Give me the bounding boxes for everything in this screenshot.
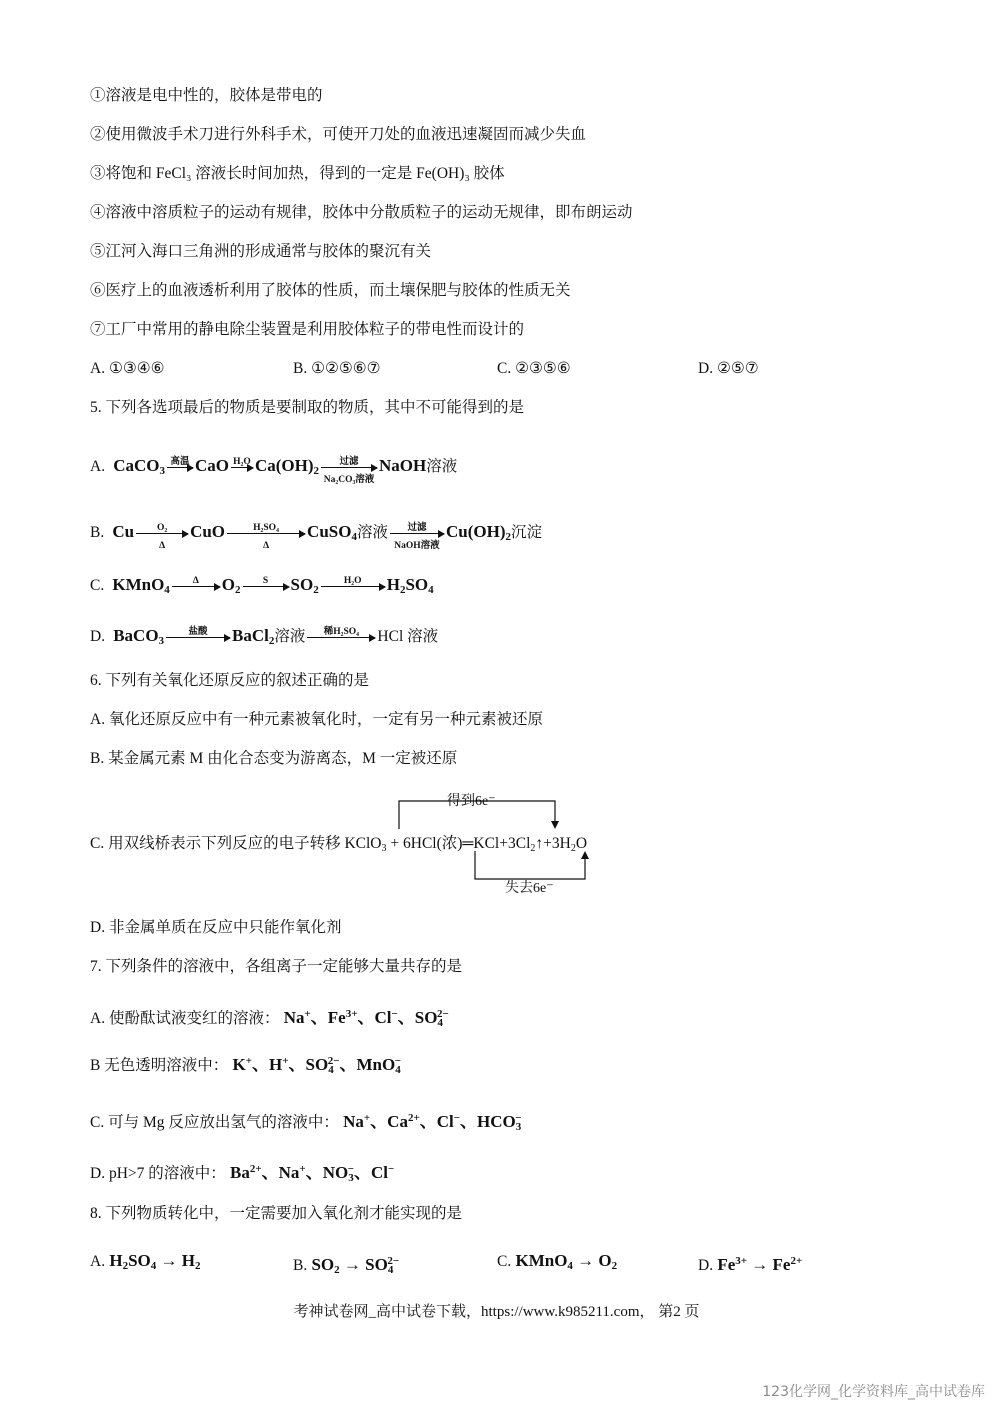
- q4-option-b: B. ①②⑤⑥⑦: [293, 360, 381, 377]
- statement-3: ③将饱和 FeCl₃ 溶液长时间加热，得到的一定是 Fe(OH)₃ 胶体: [90, 165, 505, 182]
- option-text: A. 使酚酞试液变红的溶液：: [90, 1010, 280, 1027]
- statement-5: ⑤江河入海口三角洲的形成通常与胶体的聚沉有关: [90, 243, 432, 260]
- arrow-label: S: [262, 575, 269, 586]
- option-text: C. 可与 Mg 反应放出氢气的溶液中：: [90, 1114, 339, 1131]
- arrow-label: 过滤: [339, 456, 359, 467]
- q6-option-a: A. 氧化还原反应中有一种元素被氧化时，一定有另一种元素被还原: [90, 711, 543, 728]
- q8-option-b: B. $SO_2 \to SO_4^{2-}$: [293, 1255, 400, 1276]
- q7-option-c: C. 可与 Mg 反应放出氢气的溶液中： Na+、$Ca^{2+}$、Cl−、$HCO_3^-$: [90, 1112, 522, 1133]
- arrow-label: H₂SO₄: [253, 522, 279, 533]
- q8-stem: 8. 下列物质转化中，一定需要加入氧化剂才能实现的是: [90, 1205, 463, 1222]
- q4-option-c: C. ②③⑤⑥: [497, 360, 571, 377]
- option-text: D. pH>7 的溶液中：: [90, 1165, 226, 1182]
- arrow-label: 盐酸: [188, 626, 208, 637]
- option-letter: A.: [90, 458, 106, 475]
- q8-option-d: D. $Fe^{3+} \to Fe^{2+}$: [698, 1255, 803, 1274]
- arrow-label: O₂: [156, 522, 168, 533]
- page-footer: 考神试卷网_高中试卷下载，https://www.k985211.com， 第2 页: [293, 1304, 700, 1320]
- statement-2: ②使用微波手术刀进行外科手术，可使开刀处的血液迅速凝固而减少失血: [90, 126, 587, 143]
- q6-stem: 6. 下列有关氧化还原反应的叙述正确的是: [90, 672, 370, 689]
- option-letter: A.: [90, 1253, 106, 1270]
- arrow-label: 稀H₂SO₄: [323, 626, 360, 637]
- option-text: B 无色透明溶液中：: [90, 1057, 229, 1074]
- q7-stem: 7. 下列条件的溶液中，各组离子一定能够大量共存的是: [90, 958, 463, 975]
- option-letter: D.: [90, 628, 106, 645]
- electron-gain-label: 得到6e⁻: [447, 794, 496, 809]
- option-letter: D.: [698, 1257, 714, 1274]
- statement-4: ④溶液中溶质粒子的运动有规律，胶体中分散质粒子的运动无规律，即布朗运动: [90, 204, 633, 221]
- q8-option-a: A. $H_2SO_4 \to H_2$: [90, 1251, 201, 1272]
- q4-option-a: A. ①③④⑥: [90, 360, 165, 377]
- q6-option-d: D. 非金属单质在反应中只能作氧化剂: [90, 919, 342, 936]
- arrow-label: Δ: [159, 540, 166, 551]
- suffix-text: 溶液: [356, 524, 388, 541]
- q6-option-b: B. 某金属元素 M 由化合态变为游离态，M 一定被还原: [90, 750, 458, 767]
- suffix-text: 沉淀: [510, 524, 542, 541]
- statement-6: ⑥医疗上的血液透析利用了胶体的性质，而土壤保肥与胶体的性质无关: [90, 282, 571, 299]
- q7-option-b: B 无色透明溶液中： K+、H+、$SO_4^{2-}$、MnO$_4$−: [90, 1055, 401, 1076]
- arrow-label: Δ: [192, 575, 199, 586]
- option-letter: B.: [293, 1257, 308, 1274]
- arrow-label: Δ: [263, 540, 270, 551]
- q4-option-d: D. ②⑤⑦: [698, 360, 759, 377]
- q7-option-d: D. pH>7 的溶液中： $Ba^{2+}$、Na+、$NO_3^-$、Cl−: [90, 1163, 395, 1184]
- q7-option-a: A. 使酚酞试液变红的溶液： Na+、$Fe^{3+}$、Cl−、$SO_4^{2-}$: [90, 1008, 449, 1029]
- q5-stem: 5. 下列各选项最后的物质是要制取的物质，其中不可能得到的是: [90, 399, 525, 416]
- suffix-text: 溶液: [426, 458, 458, 475]
- statement-1: ①溶液是电中性的，胶体是带电的: [90, 87, 323, 104]
- suffix-text: 溶液: [274, 628, 306, 645]
- arrow-label: NaOH溶液: [394, 540, 440, 551]
- arrow-label: H₂O: [233, 456, 251, 467]
- option-c-label: C. 用双线桥表示下列反应的电子转移: [90, 835, 341, 852]
- q5-option-d: D. BaCO$_3$ 盐酸 BaCl$_2$溶液 稀H₂SO₄ HCl 溶液: [90, 626, 438, 651]
- arrow-label: H₂O: [343, 575, 362, 586]
- reaction-equation: KClO$_3$ + 6HCl(浓)$═KCl+3Cl_2↑+3H_2O$: [344, 835, 588, 854]
- option-letter: C.: [497, 1253, 512, 1270]
- q8-option-c: C. KMnO$_4$ → $O_2$: [497, 1251, 618, 1272]
- watermark: 123化学网_化学资料库_高中试卷库: [762, 1384, 985, 1400]
- arrow-label: 高温: [170, 456, 190, 467]
- suffix-text: 溶液: [407, 628, 439, 645]
- q5-option-b: B. Cu $\frac{\text{O₂}}{\Delta}$ CuO $\frac{\text{H₂SO₄}}{\Delta}$ CuSO$_4$溶液 过滤 NaOH溶液 $Cu(OH)_2$沉淀: [90, 522, 542, 547]
- q5-option-c: C. KMnO$_4$ Δ $O_2$ S $SO_2$ H₂O $H_2SO_4$: [90, 575, 434, 600]
- statement-7: ⑦工厂中常用的静电除尘装置是利用胶体粒子的带电性而设计的: [90, 321, 525, 338]
- q5-option-a: A. CaCO$_3$ 高温 CaO H₂O $Ca(OH)_2$ 过滤 Na₂CO₃溶液 NaOH溶液: [90, 456, 457, 481]
- arrow-label: Na₂CO₃溶液: [323, 474, 375, 485]
- formula: CaCO$_3$: [108, 456, 165, 477]
- electron-loss-label: 失去6e⁻: [505, 881, 554, 896]
- arrow-label: 过滤: [407, 522, 427, 533]
- option-letter: C.: [90, 577, 105, 594]
- option-letter: B.: [90, 524, 105, 541]
